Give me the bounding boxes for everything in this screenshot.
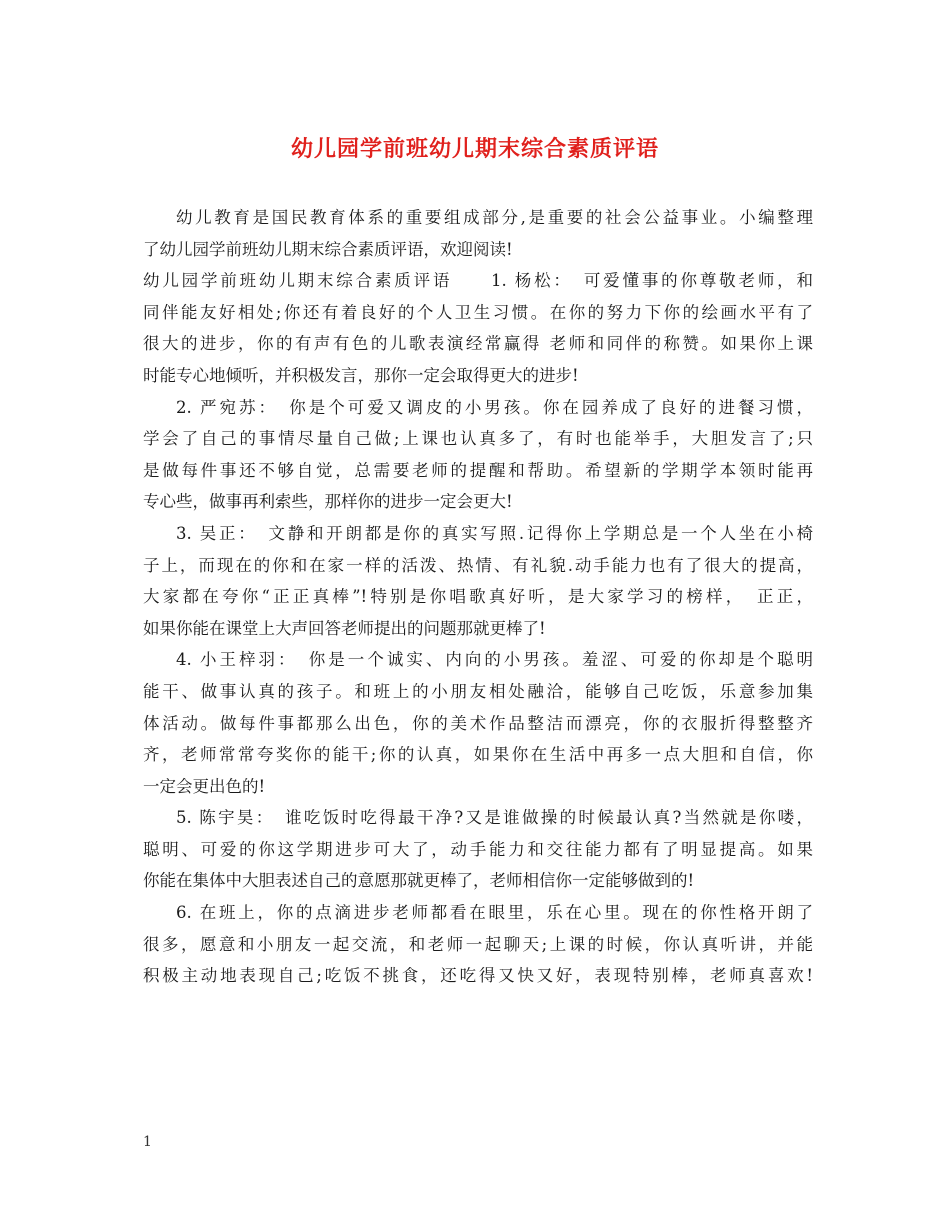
body-text-line: 同伴能友好相处;你还有着良好的个人卫生习惯。在你的努力下你的绘画水平有了 <box>143 302 813 322</box>
body-text-line: 了幼儿园学前班幼儿期末综合素质评语，欢迎阅读! <box>143 239 513 259</box>
body-text-line: 5. 陈宇昊： 谁吃饭时吃得最干净?又是谁做操的时候最认真?当然就是你喽， <box>176 808 813 828</box>
body-text-line: 积极主动地表现自己;吃饭不挑食，还吃得又快又好，表现特别棒，老师真喜欢! <box>143 966 813 986</box>
body-text-line: 学会了自己的事情尽量自己做;上课也认真多了，有时也能举手，大胆发言了;只 <box>143 429 813 449</box>
body-text-line: 齐，老师常常夸奖你的能干;你的认真，如果你在生活中再多一点大胆和自信，你 <box>143 745 813 765</box>
body-text-line: 你能在集体中大胆表述自己的意愿那就更棒了，老师相信你一定能够做到的! <box>143 871 695 891</box>
body-text-line: 一定会更出色的! <box>143 776 266 796</box>
body-text-line: 6. 在班上，你的点滴进步老师都看在眼里，乐在心里。现在的你性格开朗了 <box>176 903 813 923</box>
body-text-line: 如果你能在课堂上大声回答老师提出的问题那就更棒了! <box>143 618 546 638</box>
body-text-line: 专心些，做事再利索些，那样你的进步一定会更大! <box>143 492 513 512</box>
body-text-line: 3. 吴正： 文静和开朗都是你的真实写照.记得你上学期总是一个人坐在小椅 <box>176 523 813 543</box>
body-text-line: 体活动。做每件事都那么出色，你的美术作品整洁而漂亮，你的衣服折得整整齐 <box>143 713 813 733</box>
body-text-line: 2. 严宛苏： 你是个可爱又调皮的小男孩。你在园养成了良好的进餐习惯， <box>176 397 813 417</box>
body-text-line: 幼儿园学前班幼儿期末综合素质评语 1. 杨松： 可爱懂事的你尊敬老师，和 <box>143 271 813 291</box>
page-number: 1 <box>143 1134 152 1150</box>
body-text-line: 4. 小王梓羽： 你是一个诚实、内向的小男孩。羞涩、可爱的你却是个聪明 <box>176 650 813 670</box>
body-text-line: 是做每件事还不够自觉，总需要老师的提醒和帮助。希望新的学期学本领时能再 <box>143 460 813 480</box>
body-text-line: 时能专心地倾听，并积极发言，那你一定会取得更大的进步! <box>143 365 579 385</box>
body-text-line: 聪明、可爱的你这学期进步可大了，动手能力和交往能力都有了明显提高。如果 <box>143 839 813 859</box>
body-text-line: 能干、做事认真的孩子。和班上的小朋友相处融洽，能够自己吃饭，乐意参加集 <box>143 681 813 701</box>
body-text-line: 很多，愿意和小朋友一起交流，和老师一起聊天;上课的时候，你认真听讲，并能 <box>143 934 813 954</box>
body-text-line: 幼儿教育是国民教育体系的重要组成部分,是重要的社会公益事业。小编整理 <box>176 208 813 227</box>
body-text-line: 大家都在夸你“正正真棒”!特别是你唱歌真好听，是大家学习的榜样， 正正， <box>143 587 813 607</box>
document-body <box>143 202 813 992</box>
body-text-line: 很大的进步，你的有声有色的儿歌表演经常赢得 老师和同伴的称赞。如果你上课 <box>143 334 813 354</box>
body-text-line: 子上，而现在的你和在家一样的活泼、热情、有礼貌.动手能力也有了很大的提高， <box>143 555 813 575</box>
document-title: 幼儿园学前班幼儿期末综合素质评语 <box>290 136 659 162</box>
